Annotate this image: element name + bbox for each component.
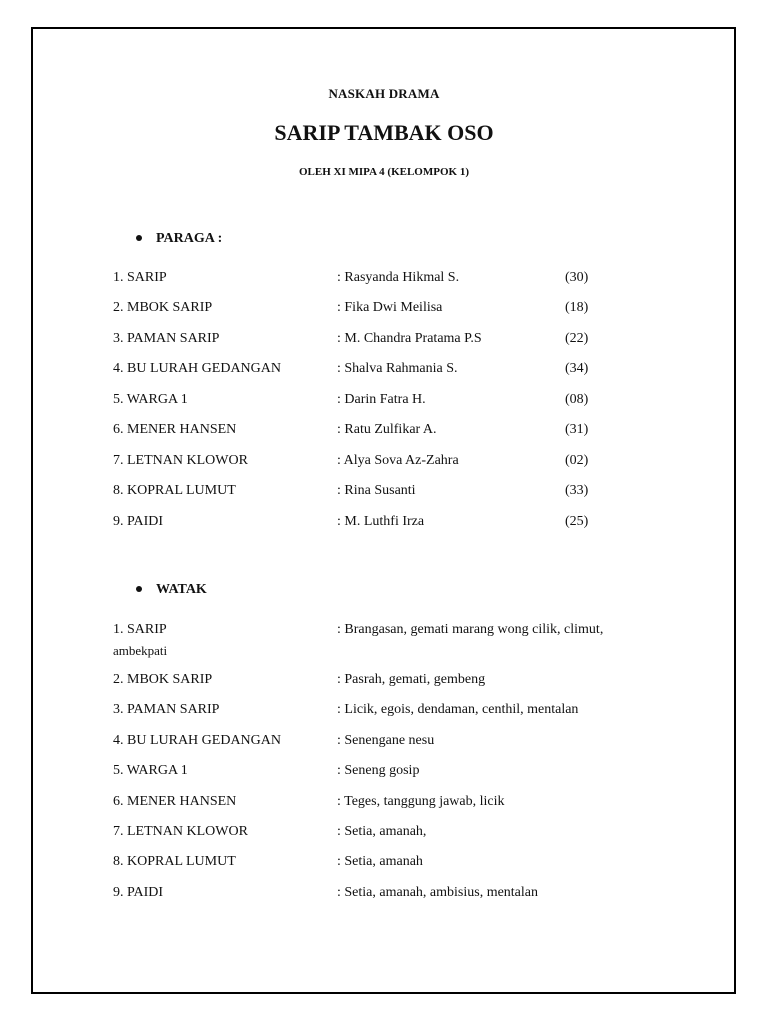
- role-name: 6. MENER HANSEN: [113, 794, 237, 809]
- student-number: (33): [565, 483, 589, 498]
- student-number: (22): [565, 331, 589, 346]
- bullet-icon: [136, 235, 142, 241]
- list-item: [0, 794, 768, 814]
- actor-name: : Fika Dwi Meilisa: [337, 300, 443, 315]
- character-trait-continuation: ambekpati: [113, 643, 168, 658]
- student-number: (25): [565, 514, 589, 529]
- list-item: [0, 300, 768, 320]
- role-name: 7. LETNAN KLOWOR: [113, 824, 248, 839]
- actor-name: : Alya Sova Az-Zahra: [337, 453, 459, 468]
- list-item: [0, 702, 768, 722]
- role-name: 5. WARGA 1: [113, 763, 188, 778]
- list-item: [0, 854, 768, 874]
- role-name: 4. BU LURAH GEDANGAN: [113, 733, 281, 748]
- role-name: 1. SARIP: [113, 622, 167, 637]
- list-item: [0, 453, 768, 473]
- character-trait: : Brangasan, gemati marang wong cilik, climut,: [337, 622, 604, 637]
- section-heading-watak: [136, 582, 207, 598]
- role-name: 1. SARIP: [113, 270, 167, 285]
- role-name: 7. LETNAN KLOWOR: [113, 453, 248, 468]
- role-name: 2. MBOK SARIP: [113, 300, 213, 315]
- list-item: [0, 331, 768, 351]
- student-number: (34): [565, 361, 589, 376]
- bullet-icon: [136, 586, 142, 592]
- actor-name: : Ratu Zulfikar A.: [337, 422, 437, 437]
- document-label: NASKAH DRAMA: [328, 86, 440, 101]
- role-name: 3. PAMAN SARIP: [113, 702, 220, 717]
- role-name: 2. MBOK SARIP: [113, 672, 213, 687]
- character-trait: : Setia, amanah,: [337, 824, 427, 839]
- role-name: 9. PAIDI: [113, 514, 164, 529]
- list-item: [0, 763, 768, 783]
- student-number: (08): [565, 392, 589, 407]
- student-number: (31): [565, 422, 589, 437]
- character-trait: : Licik, egois, dendaman, centhil, mentalan: [337, 702, 579, 717]
- role-name: 4. BU LURAH GEDANGAN: [113, 361, 281, 376]
- list-item: [0, 392, 768, 412]
- section-heading-label: WATAK: [156, 582, 207, 597]
- list-item: [0, 361, 768, 381]
- character-trait: : Teges, tanggung jawab, licik: [337, 794, 505, 809]
- list-item: [0, 622, 768, 642]
- list-item: [0, 885, 768, 905]
- character-trait: : Pasrah, gemati, gembeng: [337, 672, 486, 687]
- actor-name: : M. Luthfi Irza: [337, 514, 425, 529]
- list-item: [0, 483, 768, 503]
- list-item: [0, 733, 768, 753]
- role-name: 6. MENER HANSEN: [113, 422, 237, 437]
- student-number: (18): [565, 300, 589, 315]
- role-name: 8. KOPRAL LUMUT: [113, 854, 236, 869]
- actor-name: : M. Chandra Pratama P.S: [337, 331, 482, 346]
- section-heading-paraga: [136, 231, 222, 247]
- role-name: 8. KOPRAL LUMUT: [113, 483, 236, 498]
- list-item: [0, 672, 768, 692]
- page-subtitle: OLEH XI MIPA 4 (KELOMPOK 1): [299, 166, 469, 178]
- actor-name: : Darin Fatra H.: [337, 392, 426, 407]
- page-title: SARIP TAMBAK OSO: [274, 120, 494, 145]
- student-number: (02): [565, 453, 589, 468]
- role-name: 3. PAMAN SARIP: [113, 331, 220, 346]
- role-name: 9. PAIDI: [113, 885, 164, 900]
- character-trait: : Setia, amanah: [337, 854, 423, 869]
- list-item: [0, 270, 768, 290]
- character-trait: : Senengane nesu: [337, 733, 435, 748]
- actor-name: : Shalva Rahmania S.: [337, 361, 458, 376]
- actor-name: : Rasyanda Hikmal S.: [337, 270, 460, 285]
- list-item: [0, 422, 768, 442]
- section-heading-label: PARAGA :: [156, 231, 223, 246]
- list-item: [0, 824, 768, 844]
- list-item: [0, 514, 768, 534]
- role-name: 5. WARGA 1: [113, 392, 188, 407]
- character-trait: : Seneng gosip: [337, 763, 420, 778]
- student-number: (30): [565, 270, 589, 285]
- actor-name: : Rina Susanti: [337, 483, 416, 498]
- character-trait: : Setia, amanah, ambisius, mentalan: [337, 885, 539, 900]
